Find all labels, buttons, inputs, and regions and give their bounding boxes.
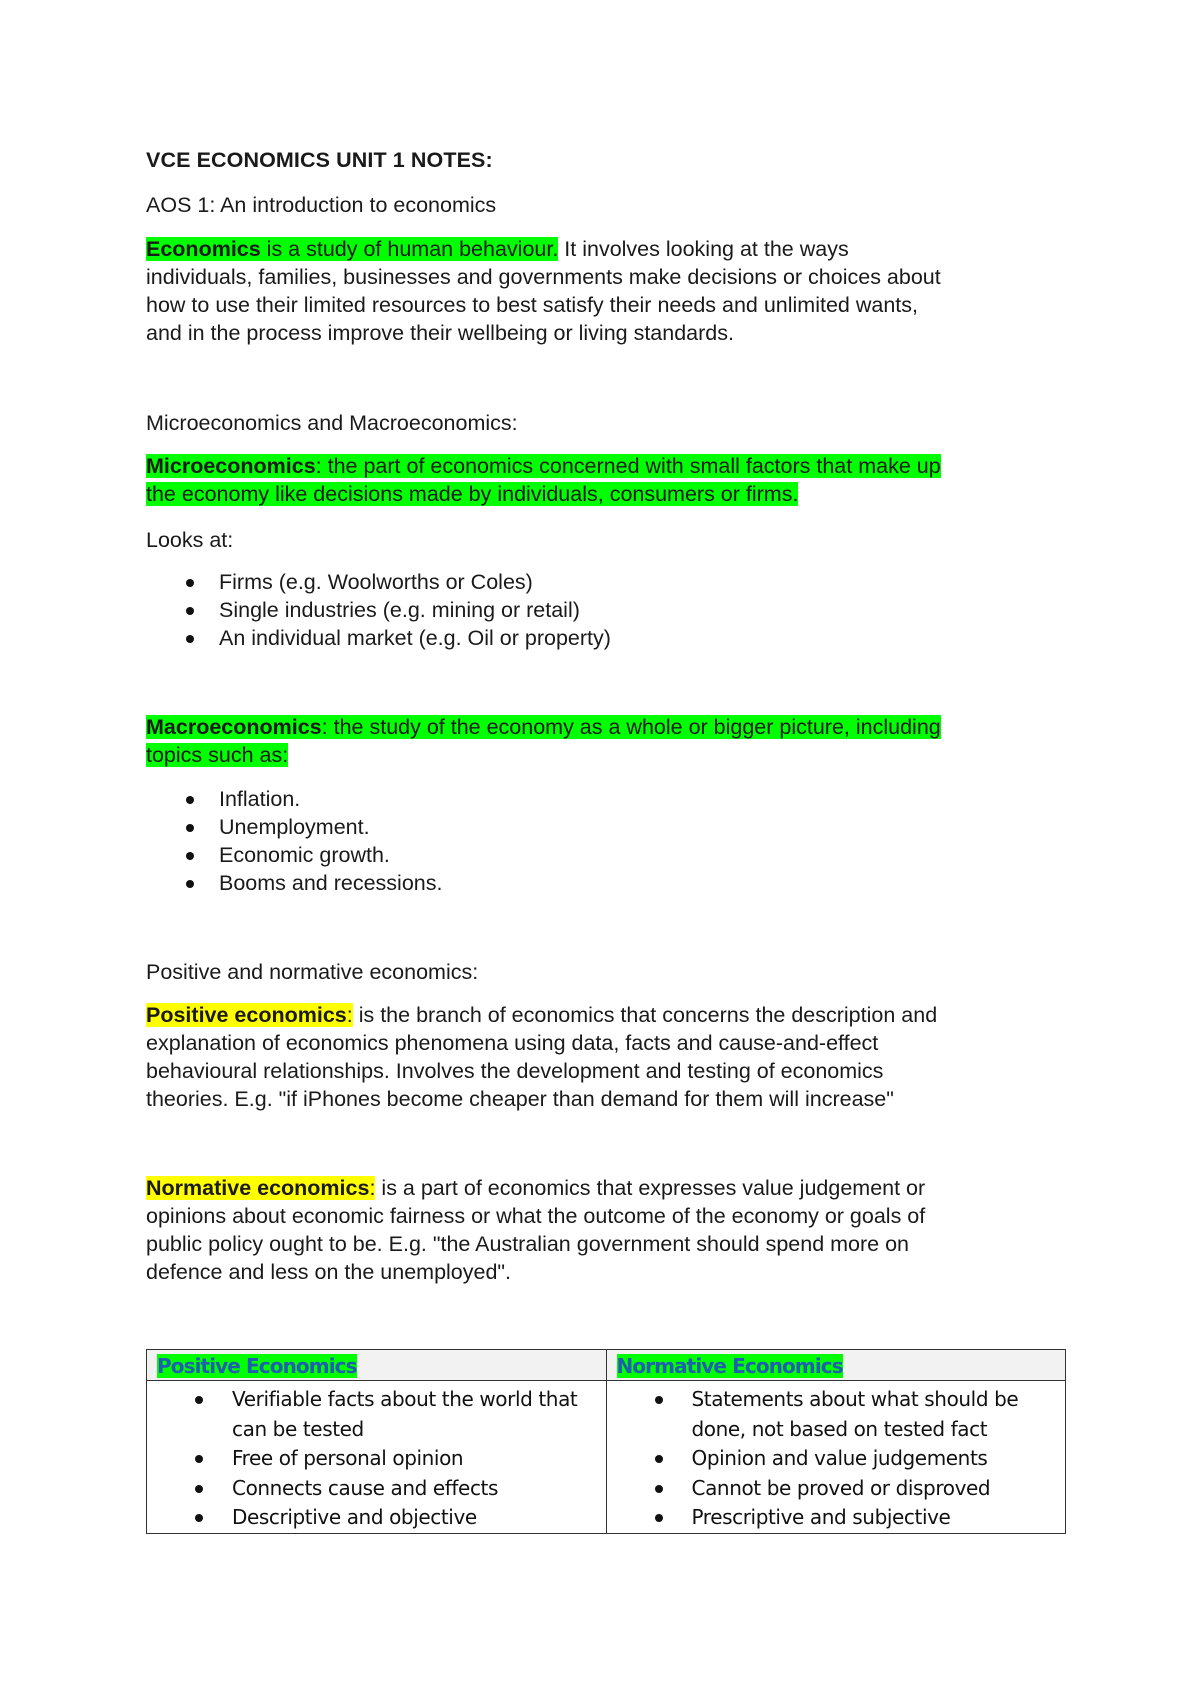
table-row bbox=[147, 1381, 1066, 1534]
normative-definition: Normative economics: is a part of economics that expresses value judgement or opinions about economic fairness or what the outcome of the economy or goals of public policy ought to be. E.g. "the Australian government should spend more on defence and less on the unemployed". bbox=[146, 1174, 1066, 1286]
positive-line1: is the branch of economics that concerns the description and bbox=[352, 1003, 938, 1027]
list-item: Firms (e.g. Woolworths or Coles) bbox=[146, 568, 611, 596]
macro-line1: : the study of the economy as a whole or bigger picture, including bbox=[321, 715, 941, 739]
normative-line1: is a part of economics that expresses value judgement or bbox=[375, 1176, 926, 1200]
normative-column-header: Normative Economics bbox=[606, 1350, 1066, 1381]
economics-highlight-text: is a study of human behaviour. bbox=[260, 237, 559, 261]
list-item: Booms and recessions. bbox=[146, 869, 442, 897]
list-item: Descriptive and objective bbox=[147, 1503, 606, 1533]
bullet-icon bbox=[186, 579, 194, 587]
macro-bullet-list bbox=[146, 785, 442, 897]
economics-line4: and in the process improve their wellbeing or living standards. bbox=[146, 321, 734, 345]
micro-line1: : the part of economics concerned with small factors that make up bbox=[315, 454, 941, 478]
economics-definition bbox=[146, 235, 1066, 347]
list-item: Inflation. bbox=[146, 785, 442, 813]
list-item: Cannot be proved or disproved bbox=[607, 1474, 1066, 1504]
bullet-icon bbox=[655, 1485, 663, 1493]
macro-line2: topics such as: bbox=[146, 743, 289, 767]
economics-line1: It involves looking at the ways bbox=[558, 237, 849, 261]
list-item: Economic growth. bbox=[146, 841, 442, 869]
bullet-icon bbox=[186, 607, 194, 615]
positive-line2: explanation of economics phenomena using data, facts and cause-and-effect bbox=[146, 1031, 879, 1055]
list-item: Prescriptive and subjective bbox=[607, 1503, 1066, 1533]
normative-cell bbox=[606, 1381, 1066, 1534]
normative-line4: defence and less on the unemployed". bbox=[146, 1260, 512, 1284]
economics-line3: how to use their limited resources to best satisfy their needs and unlimited wants, bbox=[146, 293, 918, 317]
list-item: Single industries (e.g. mining or retail) bbox=[146, 596, 611, 624]
positive-column-header: Positive Economics bbox=[147, 1350, 607, 1381]
bullet-icon bbox=[195, 1514, 203, 1522]
bullet-icon bbox=[186, 635, 194, 643]
bullet-icon bbox=[195, 1485, 203, 1493]
micro-term: Microeconomics bbox=[146, 454, 316, 478]
micro-bullet-list bbox=[146, 568, 611, 652]
bullet-icon bbox=[195, 1396, 203, 1404]
positive-line4: theories. E.g. "if iPhones become cheaper than demand for them will increase" bbox=[146, 1087, 894, 1111]
list-item: An individual market (e.g. Oil or property) bbox=[146, 624, 611, 652]
macro-term: Macroeconomics bbox=[146, 715, 322, 739]
micro-macro-heading: Microeconomics and Macroeconomics: bbox=[146, 411, 518, 435]
looks-at-label: Looks at: bbox=[146, 528, 234, 552]
list-item: Opinion and value judgements bbox=[607, 1444, 1066, 1474]
comparison-table bbox=[146, 1349, 1066, 1534]
positive-cell bbox=[147, 1381, 607, 1534]
aos-heading: AOS 1: An introduction to economics bbox=[146, 193, 497, 217]
positive-term: Positive economics bbox=[146, 1003, 347, 1027]
normative-line2: opinions about economic fairness or what the outcome of the economy or goals of bbox=[146, 1204, 926, 1228]
list-item: Statements about what should be done, not based on tested fact bbox=[607, 1385, 1066, 1444]
list-item: Free of personal opinion bbox=[147, 1444, 606, 1474]
bullet-icon bbox=[195, 1455, 203, 1463]
bullet-icon bbox=[186, 824, 194, 832]
document-title: VCE ECONOMICS UNIT 1 NOTES: bbox=[146, 148, 493, 172]
pos-norm-heading: Positive and normative economics: bbox=[146, 960, 479, 984]
list-item: Unemployment. bbox=[146, 813, 442, 841]
normative-line3: public policy ought to be. E.g. "the Australian government should spend more on bbox=[146, 1232, 909, 1256]
positive-definition: Positive economics: is the branch of economics that concerns the description and explanation of economics phenomena using data, facts and cause-and-effect behavioural relationships. Involves the development and testing of economics theories. E.g. "if iPhones become cheaper than demand for them will increase" bbox=[146, 1001, 1066, 1113]
economics-line2: individuals, families, businesses and governments make decisions or choices about bbox=[146, 265, 941, 289]
economics-term: Economics bbox=[146, 237, 261, 261]
bullet-icon bbox=[655, 1514, 663, 1522]
table-header-row bbox=[147, 1350, 1066, 1381]
list-item: Verifiable facts about the world that can be tested bbox=[147, 1385, 606, 1444]
macro-definition bbox=[146, 713, 1066, 769]
bullet-icon bbox=[655, 1455, 663, 1463]
normative-term: Normative economics bbox=[146, 1176, 370, 1200]
list-item: Connects cause and effects bbox=[147, 1474, 606, 1504]
bullet-icon bbox=[186, 796, 194, 804]
bullet-icon bbox=[186, 852, 194, 860]
positive-line3: behavioural relationships. Involves the development and testing of economics bbox=[146, 1059, 884, 1083]
micro-line2: the economy like decisions made by individuals, consumers or firms. bbox=[146, 482, 799, 506]
bullet-icon bbox=[186, 880, 194, 888]
micro-definition bbox=[146, 452, 1066, 508]
bullet-icon bbox=[655, 1396, 663, 1404]
